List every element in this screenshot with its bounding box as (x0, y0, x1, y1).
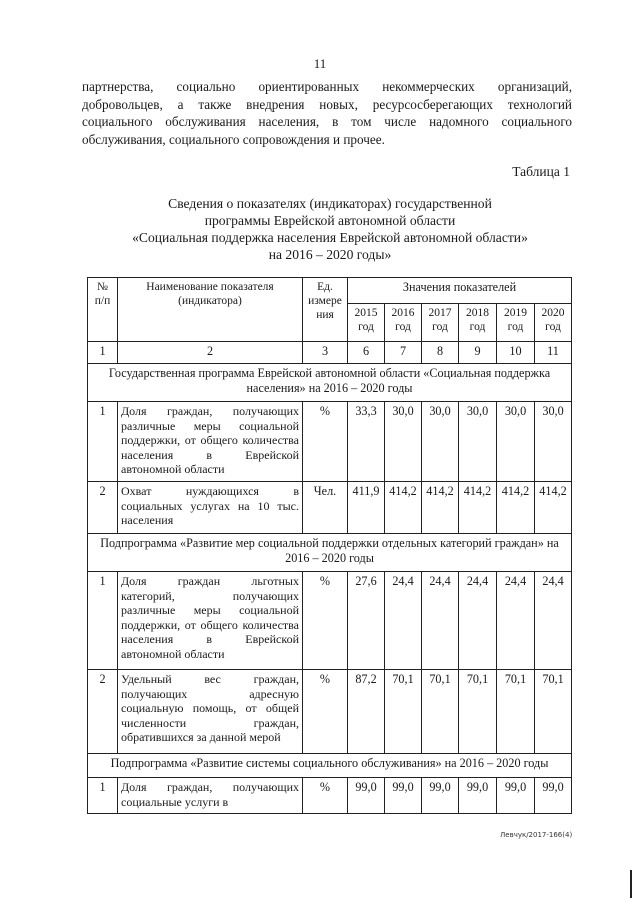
table-row (88, 402, 572, 482)
col-number: 7 (385, 342, 422, 364)
section-title: Подпрограмма «Развитие мер социальной поддержки отдельных категорий граждан» на 2016 – 2020 годы (88, 534, 572, 572)
year-label: 2018 (466, 307, 489, 319)
header-name: Наименование показателя (индикатора) (118, 278, 303, 342)
document-stamp: Левчук/2017-166(4) (500, 831, 573, 839)
col-number: 8 (422, 342, 459, 364)
year-suffix: год (432, 321, 448, 333)
row-value-2015: 87,2 (348, 670, 385, 754)
header-year-2019 (497, 304, 535, 342)
row-value-2020: 414,2 (535, 482, 572, 534)
row-num: 2 (88, 670, 118, 754)
year-suffix: год (469, 321, 486, 333)
row-num: 1 (88, 778, 118, 814)
indicators-table (87, 277, 572, 814)
caption-line-1: Сведения о показателях (индикаторах) государственной (168, 196, 492, 211)
caption-line-2: программы Еврейской автономной области (204, 213, 456, 228)
header-year-2018 (459, 304, 497, 342)
row-unit: % (303, 402, 348, 482)
header-unit: Ед. измере ния (303, 278, 348, 342)
year-label: 2017 (428, 307, 452, 319)
row-num: 2 (88, 482, 118, 534)
row-value-2019: 99,0 (497, 778, 535, 814)
row-num: 1 (88, 572, 118, 670)
row-value-2020: 24,4 (535, 572, 572, 670)
table-row (88, 482, 572, 534)
row-value-2019: 70,1 (497, 670, 535, 754)
edge-mark (630, 870, 632, 898)
header-year-2017 (422, 304, 459, 342)
row-value-2015: 27,6 (348, 572, 385, 670)
col-number: 9 (459, 342, 497, 364)
row-unit: % (303, 572, 348, 670)
year-label: 2016 (391, 307, 415, 319)
year-suffix: год (358, 321, 374, 333)
year-label: 2020 (541, 307, 565, 319)
row-value-2016: 414,2 (385, 482, 422, 534)
header-year-2015 (348, 304, 385, 342)
row-name: Охват нуждающихся в социальных услугах на 10 тыс. населения (118, 482, 303, 534)
year-suffix: год (545, 321, 561, 333)
table-row (88, 572, 572, 670)
row-value-2018: 70,1 (459, 670, 497, 754)
row-value-2015: 33,3 (348, 402, 385, 482)
header-year-2020 (535, 304, 572, 342)
header-values-title: Значения показателей (348, 278, 572, 304)
row-value-2018: 30,0 (459, 402, 497, 482)
row-value-2015: 99,0 (348, 778, 385, 814)
year-suffix: год (507, 321, 524, 333)
caption-line-3: «Социальная поддержка населения Еврейской автономной области» (132, 230, 528, 245)
row-value-2017: 99,0 (422, 778, 459, 814)
row-value-2016: 30,0 (385, 402, 422, 482)
row-value-2017: 414,2 (422, 482, 459, 534)
header-num: № п/п (88, 278, 118, 342)
row-name: Удельный вес граждан, получающих адресную социальную помощь, от общей численности граждан, обратившихся за данной мерой (118, 670, 303, 754)
caption-line-4: на 2016 – 2020 годы» (268, 247, 392, 262)
row-num: 1 (88, 402, 118, 482)
row-value-2020: 99,0 (535, 778, 572, 814)
row-value-2020: 30,0 (535, 402, 572, 482)
row-value-2020: 70,1 (535, 670, 572, 754)
table-caption (80, 195, 580, 263)
row-unit: % (303, 778, 348, 814)
col-number: 10 (497, 342, 535, 364)
row-value-2018: 99,0 (459, 778, 497, 814)
row-value-2019: 414,2 (497, 482, 535, 534)
year-suffix: год (395, 321, 411, 333)
year-label: 2019 (504, 307, 527, 319)
row-value-2016: 99,0 (385, 778, 422, 814)
year-label: 2015 (354, 307, 378, 319)
table-row (88, 778, 572, 814)
row-value-2016: 70,1 (385, 670, 422, 754)
section-title: Подпрограмма «Развитие системы социального обслуживания» на 2016 – 2020 годы (88, 754, 572, 778)
row-value-2017: 30,0 (422, 402, 459, 482)
table-label: Таблица 1 (512, 164, 570, 179)
row-value-2017: 70,1 (422, 670, 459, 754)
row-value-2017: 24,4 (422, 572, 459, 670)
row-name: Доля граждан, получающих различные меры социальной поддержки, от общего количества населения в Еврейской автономной области (118, 402, 303, 482)
row-name: Доля граждан, получающих социальные услуги в (118, 778, 303, 814)
section-title: Государственная программа Еврейской автономной области «Социальная поддержка населения» на 2016 – 2020 годы (88, 364, 572, 402)
col-number: 2 (118, 342, 303, 364)
row-value-2016: 24,4 (385, 572, 422, 670)
col-number: 6 (348, 342, 385, 364)
row-value-2018: 414,2 (459, 482, 497, 534)
row-unit: Чел. (303, 482, 348, 534)
col-number: 3 (303, 342, 348, 364)
col-number: 11 (535, 342, 572, 364)
row-value-2019: 24,4 (497, 572, 535, 670)
row-value-2018: 24,4 (459, 572, 497, 670)
page-number: 11 (313, 56, 327, 71)
row-value-2019: 30,0 (497, 402, 535, 482)
header-year-2016 (385, 304, 422, 342)
row-unit: % (303, 670, 348, 754)
row-value-2015: 411,9 (348, 482, 385, 534)
intro-paragraph: партнерства, социально ориентированных некоммерческих организаций, добровольцев, а также внедрения новых, ресурсосберегающих технологий социального обслуживания населения, в том числе надомного социального обслуживания, социального сопровождения и прочее. (82, 79, 572, 147)
col-number: 1 (88, 342, 118, 364)
row-name: Доля граждан льготных категорий, получающих различные меры социальной поддержки, от общего количества населения в Еврейской автономной области (118, 572, 303, 670)
table-row (88, 670, 572, 754)
